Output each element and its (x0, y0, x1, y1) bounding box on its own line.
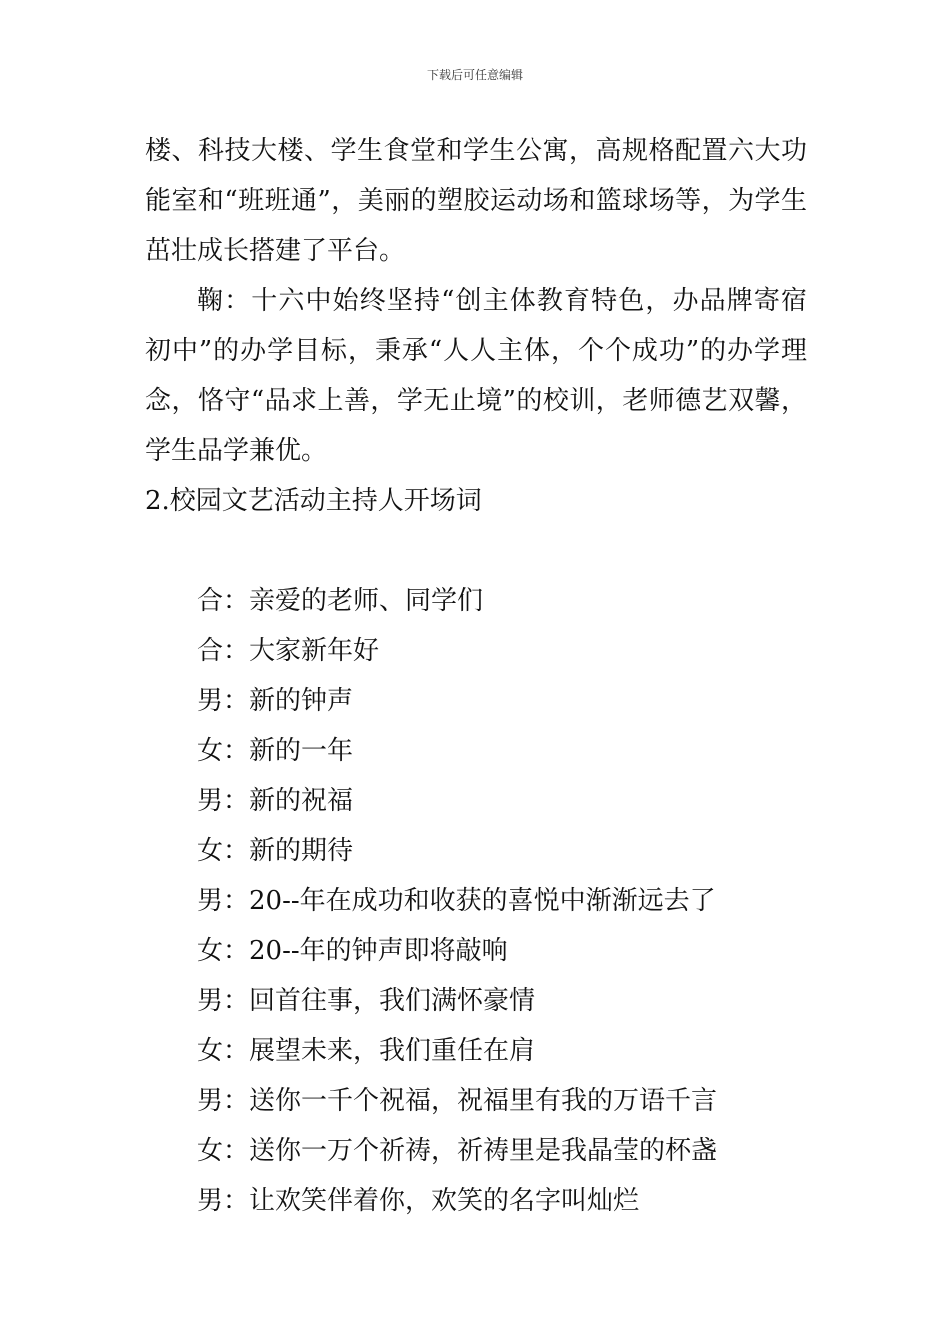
paragraph-school-philosophy: 鞠：十六中始终坚持“创主体教育特色，办品牌寄宿初中”的办学目标，秉承“人人主体，个个成功”的办学理念，恪守“品求上善，学无止境”的校训，老师德艺双馨，学生品学兼优。 (145, 286, 807, 466)
document-body (145, 126, 807, 1226)
dialogue-line: 女：送你一万个祈祷，祈祷里是我晶莹的杯盏 (197, 1136, 718, 1166)
dialogue-line: 男：送你一千个祝福，祝福里有我的万语千言 (197, 1086, 718, 1116)
section-heading: 2.校园文艺活动主持人开场词 (145, 486, 482, 516)
dialogue-line: 女：新的期待 (197, 836, 354, 866)
dialogue-line: 女：展望未来，我们重任在肩 (197, 1036, 536, 1066)
dialogue-line: 女：新的一年 (197, 736, 354, 766)
dialogue-line: 合：大家新年好 (197, 636, 380, 666)
page-header-note: 下载后可任意编辑 (426, 68, 523, 82)
dialogue-line: 合：亲爱的老师、同学们 (197, 586, 484, 616)
dialogue-line: 男：新的钟声 (197, 686, 354, 716)
dialogue-line: 女：20--年的钟声即将敲响 (197, 936, 508, 966)
dialogue-list (145, 576, 807, 1226)
dialogue-line: 男：让欢笑伴着你，欢笑的名字叫灿烂 (197, 1186, 640, 1216)
dialogue-line: 男：20--年在成功和收获的喜悦中渐渐远去了 (197, 886, 716, 916)
paragraph-campus-facilities: 楼、科技大楼、学生食堂和学生公寓，高规格配置六大功能室和“班班通”，美丽的塑胶运动场和篮球场等，为学生茁壮成长搭建了平台。 (145, 136, 807, 266)
dialogue-line: 男：新的祝福 (197, 786, 354, 816)
dialogue-line: 男：回首往事，我们满怀豪情 (197, 986, 536, 1016)
